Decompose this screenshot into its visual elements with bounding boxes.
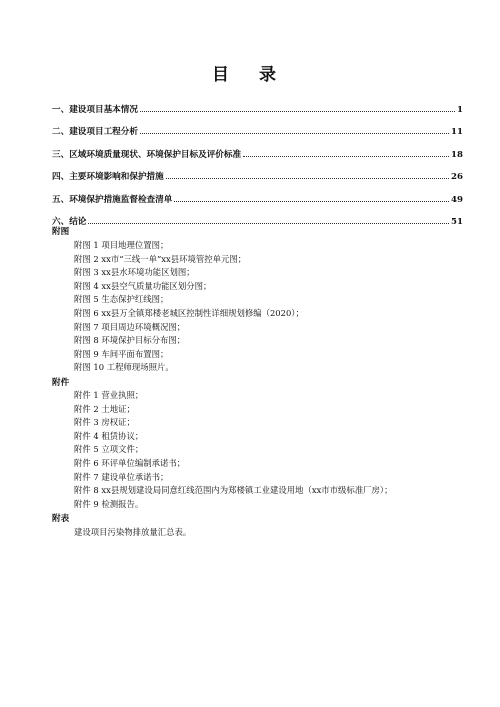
figure-item: 附图 6 xx县万全镇郑楼老城区控制性详细规划修编（2020）；: [74, 307, 304, 318]
page-title: 目 录: [212, 65, 288, 85]
toc-entry[interactable]: [52, 205, 463, 228]
toc-entry-label: 一、建设项目基本情况: [52, 104, 138, 115]
attachment-item: 附件 1 营业执照；: [74, 390, 144, 400]
toc-leader-dots: [140, 133, 449, 134]
toc-leader-dots: [166, 178, 449, 179]
figure-item: 附图 8 环境保护目标分布图；: [74, 335, 186, 346]
toc-entry[interactable]: [52, 182, 463, 205]
toc-leader-dots: [88, 223, 449, 224]
toc-entry-label: 三、区域环境质量现状、环境保护目标及评价标准: [52, 149, 242, 160]
toc-entry-label: 六、结论: [52, 217, 87, 227]
toc-entry-page: 26: [451, 172, 463, 182]
toc-entry[interactable]: [52, 160, 463, 183]
figures-heading: 附图: [52, 227, 70, 237]
toc-entry[interactable]: [52, 92, 463, 115]
appendix-item: 建设项目污染物排放量汇总表。: [74, 527, 192, 537]
figures-list: [74, 239, 304, 375]
attachment-item: 附件 9 检测报告。: [74, 498, 144, 509]
figure-item: 附图 4 xx县空气质量功能区划分图；: [74, 280, 212, 291]
attachment-item: 附件 5 立项文件；: [74, 444, 144, 455]
figure-item: 附图 2 xx市“三线一单”xx县环境管控单元图；: [74, 253, 247, 264]
appendix-heading: 附表: [52, 514, 70, 524]
attachment-item: 附件 4 租赁协议；: [74, 430, 144, 441]
toc-leader-dots: [140, 111, 455, 112]
attachments-heading: 附件: [52, 378, 70, 388]
appendix-list: [74, 526, 191, 540]
toc-entry-page: 1: [457, 104, 463, 115]
toc-entry[interactable]: [52, 115, 463, 138]
table-of-contents: [52, 92, 463, 227]
figure-item: 附图 9 车间平面布置图；: [74, 348, 169, 359]
toc-leader-dots: [174, 201, 449, 202]
figure-item: 附图 5 生态保护红线图；: [74, 294, 169, 305]
attachment-item: 附件 2 土地证；: [74, 403, 135, 414]
attachment-item: 附件 8 xx县规划建设局同意红线范围内为郑楼镇工业建设用地（xx市市级标准厂房）；: [74, 485, 393, 496]
figure-item: 附图 7 项目周边环境概况图；: [74, 321, 186, 332]
attachment-item: 附件 3 房权证；: [74, 417, 135, 428]
figure-item: 附图 3 xx县水环境功能区划图；: [74, 267, 195, 278]
toc-entry-label: 四、主要环境影响和保护措施: [52, 172, 164, 182]
toc-entry-page: 49: [451, 194, 463, 205]
toc-entry[interactable]: [52, 137, 463, 160]
toc-entry-page: 18: [451, 149, 463, 160]
toc-leader-dots: [243, 156, 449, 157]
toc-entry-page: 51: [451, 217, 463, 227]
toc-entry-label: 二、建设项目工程分析: [52, 127, 138, 137]
figure-item: 附图 10 工程师现场照片。: [74, 362, 174, 373]
toc-entry-page: 11: [451, 127, 463, 137]
attachments-list: [74, 389, 392, 511]
attachment-item: 附件 7 建设单位承诺书；: [74, 471, 169, 482]
figure-item: 附图 1 项目地理位置图；: [74, 240, 169, 250]
attachment-item: 附件 6 环评单位编制承诺书；: [74, 457, 186, 468]
toc-entry-label: 五、环境保护措施监督检查清单: [52, 194, 173, 205]
